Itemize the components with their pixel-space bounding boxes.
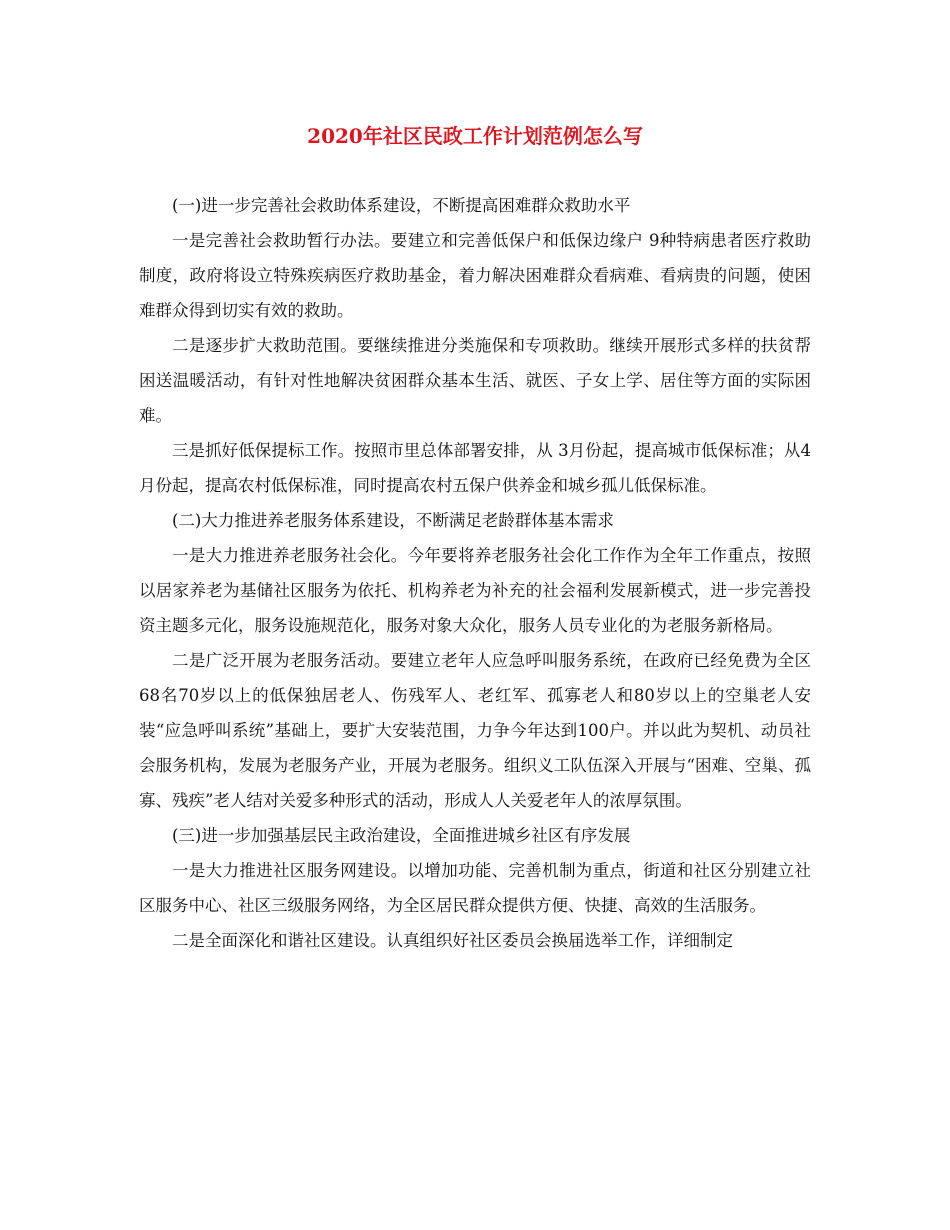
section-heading-2: (二)大力推进养老服务体系建设，不断满足老龄群体基本需求: [172, 511, 614, 530]
paragraph: 一是大力推进养老服务社会化。今年要将养老服务社会化工作作为全年工作重点，按照以居家养老为基储社区服务为依托、机构养老为补充的社会福利发展新模式，进一步完善投资主题多元化，服务设施规范化，服务对象大众化，服务人员专业化的为老服务新格局。: [139, 546, 811, 635]
paragraph: 一是完善社会救助暂行办法。要建立和完善低保户和低保边缘户 9种特病患者医疗救助制度，政府将设立特殊疾病医疗救助基金，着力解决困难群众看病难、看病贵的问题，使困难群众得到切实有效的救助。: [139, 231, 811, 320]
paragraph: 二是逐步扩大救助范围。要继续推进分类施保和专项救助。继续开展形式多样的扶贫帮困送温暖活动，有针对性地解决贫困群众基本生活、就医、子女上学、居住等方面的实际困难。: [139, 336, 811, 425]
paragraph: 二是广泛开展为老服务活动。要建立老年人应急呼叫服务系统，在政府已经免费为全区68名70岁以上的低保独居老人、伤残军人、老红军、孤寡老人和80岁以上的空巢老人安装“应急呼叫系统”基础上，要扩大安装范围，力争今年达到100户。并以此为契机、动员社会服务机构，发展为老服务产业，开展为老服务。组织义工队伍深入开展与“困难、空巢、孤寡、残疾”老人结对关爱多种形式的活动，形成人人关爱老年人的浓厚氛围。: [139, 651, 811, 810]
section-heading-3: (三)进一步加强基层民主政治建设，全面推进城乡社区有序发展: [172, 826, 631, 845]
paragraph: 三是抓好低保提标工作。按照市里总体部署安排，从 3月份起，提高城市低保标准；从4月份起，提高农村低保标准，同时提高农村五保户供养金和城乡孤儿低保标准。: [139, 441, 811, 495]
document-title: 2020年社区民政工作计划范例怎么写: [307, 124, 643, 148]
paragraph: 二是全面深化和谐社区建设。认真组织好社区委员会换届选举工作，详细制定: [172, 931, 733, 950]
section-heading-1: (一)进一步完善社会救助体系建设，不断提高困难群众救助水平: [172, 196, 631, 215]
paragraph: 一是大力推进社区服务网建设。以增加功能、完善机制为重点，街道和社区分别建立社区服务中心、社区三级服务网络，为全区居民群众提供方便、快捷、高效的生活服务。: [139, 861, 811, 915]
document-body: [139, 188, 811, 958]
